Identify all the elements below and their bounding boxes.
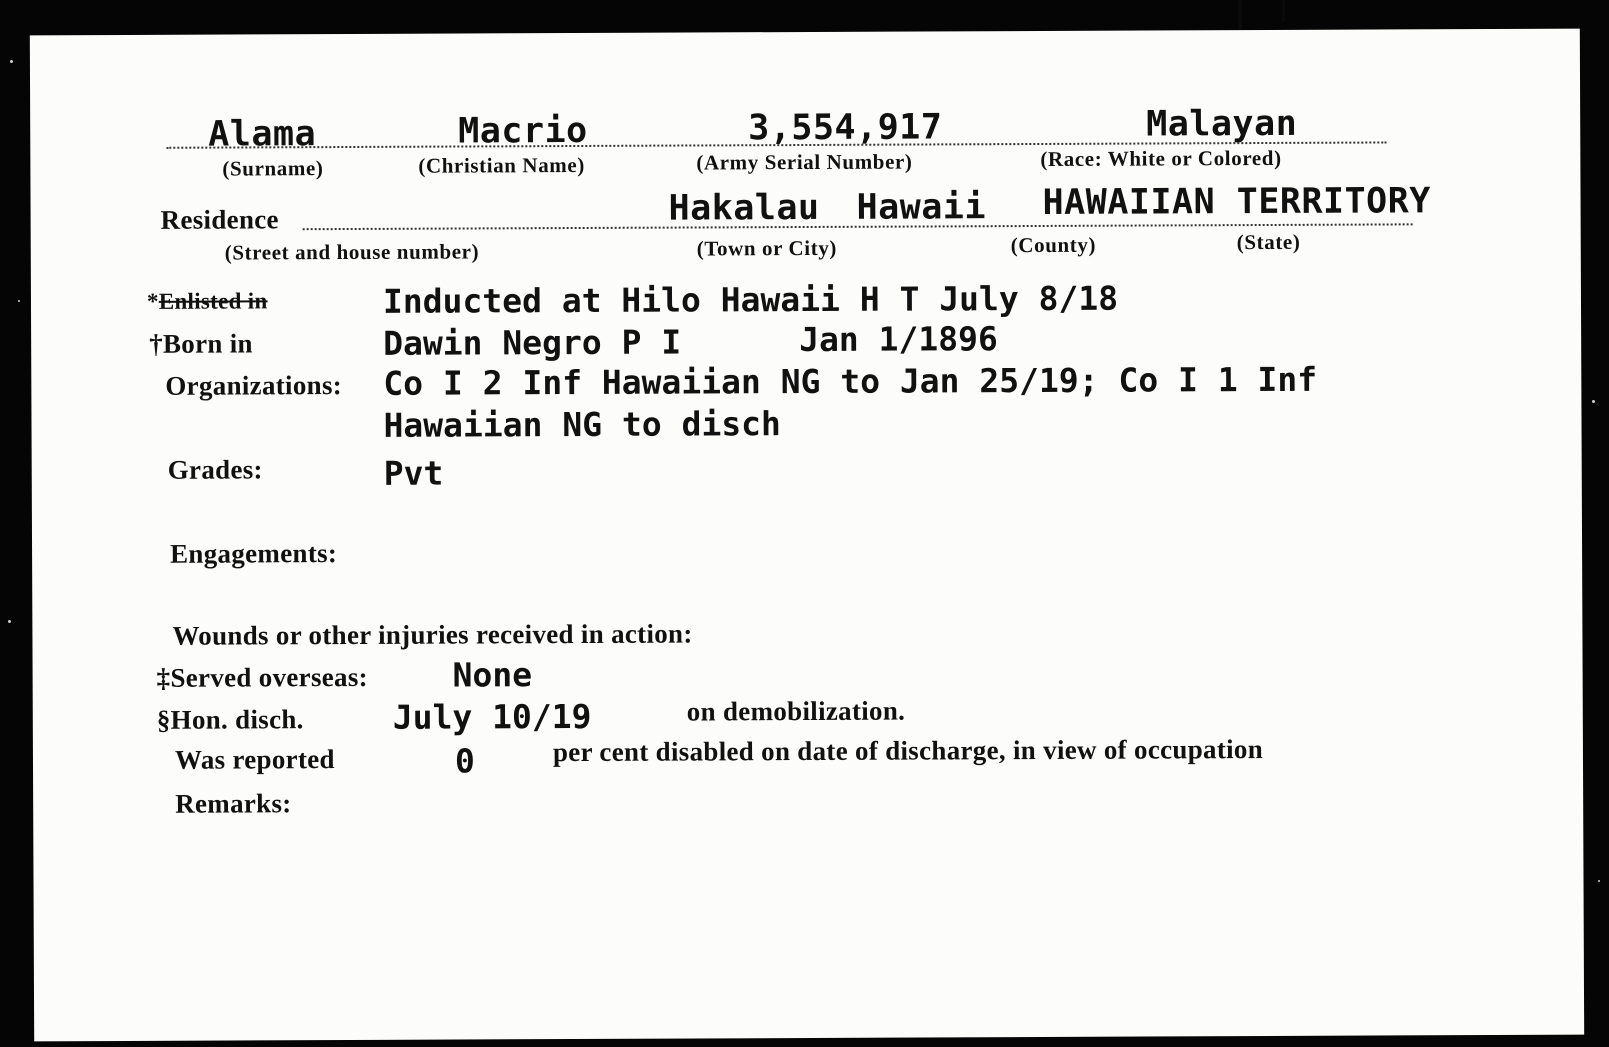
enlisted-label — [147, 288, 268, 315]
serial-caption: (Army Serial Number) — [696, 149, 913, 175]
scan-frame-bar — [1282, 0, 1285, 22]
service-record-card — [30, 29, 1584, 1042]
hon-disch-suffix: on demobilization. — [686, 695, 906, 727]
scan-frame-bar — [1238, 0, 1242, 30]
grades-label: Grades: — [167, 454, 263, 485]
organizations-line-1: Co I 2 Inf Hawaiian NG to Jan 25/19; Co I 1 Inf — [383, 359, 1318, 403]
reported-label: Was reported — [174, 744, 335, 775]
scan-speck — [10, 60, 13, 63]
enlisted-label-text: Enlisted in — [158, 288, 268, 314]
enlisted-mark: * — [146, 288, 159, 314]
residence-label: Residence — [160, 204, 279, 235]
residence-town: Hakalau — [668, 187, 820, 229]
wounds-label: Wounds or other injuries received in action: — [172, 618, 693, 651]
organizations-line-2: Hawaiian NG to disch — [383, 404, 781, 445]
served-overseas-label: ‡Served overseas: — [156, 661, 368, 693]
street-caption: (Street and house number) — [224, 239, 480, 265]
reported-suffix: per cent disabled on date of discharge, in view of occupation — [552, 734, 1264, 768]
state-caption: (State) — [1236, 229, 1301, 255]
scan-speck — [18, 300, 20, 302]
surname-value: Alama — [208, 114, 317, 155]
scan-speck — [8, 620, 11, 623]
race-value: Malayan — [1146, 103, 1298, 145]
engagements-label: Engagements: — [170, 538, 338, 569]
enlisted-value: Inducted at Hilo Hawaii H T July 8/18 — [382, 278, 1119, 321]
born-label: †Born in — [149, 328, 253, 359]
grades-value: Pvt — [383, 453, 444, 493]
serial-number-value: 3,554,917 — [748, 107, 943, 149]
christian-name-caption: (Christian Name) — [418, 152, 585, 178]
race-caption: (Race: White or Colored) — [1040, 145, 1282, 171]
county-caption: (County) — [1010, 232, 1097, 258]
served-overseas-value: None — [452, 655, 533, 695]
hon-disch-label: §Hon. disch. — [156, 704, 304, 735]
residence-county: Hawaii — [856, 187, 987, 228]
organizations-label: Organizations: — [165, 370, 343, 401]
town-caption: (Town or City) — [696, 235, 838, 261]
scan-speck — [1598, 880, 1600, 882]
residence-state: HAWAIIAN TERRITORY — [1042, 181, 1431, 223]
surname-caption: (Surname) — [222, 156, 324, 181]
hon-disch-value: July 10/19 — [392, 696, 592, 737]
born-date: Jan 1/1896 — [799, 319, 998, 360]
born-place: Dawin Negro P I — [383, 322, 682, 363]
reported-value: 0 — [454, 741, 475, 781]
christian-name-value: Macrio — [458, 110, 588, 152]
scan-speck — [1592, 400, 1595, 403]
remarks-label: Remarks: — [175, 788, 292, 819]
